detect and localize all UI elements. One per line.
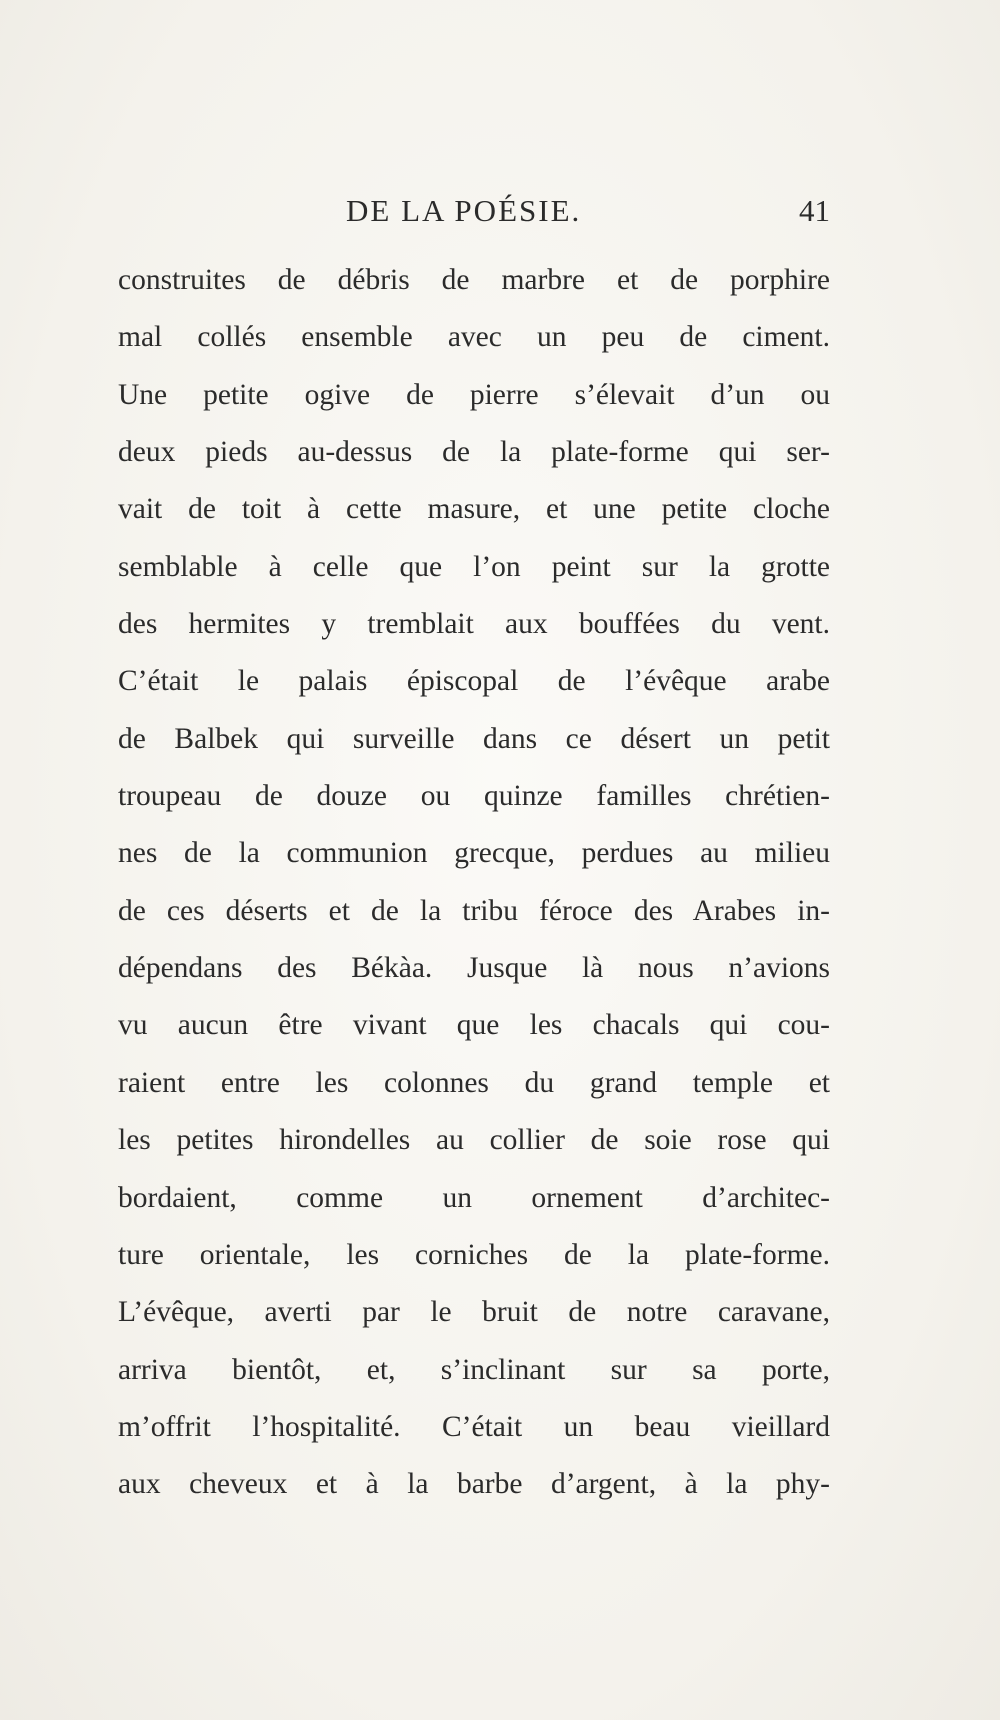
text-line: vait de toit à cette masure, et une petite cloche	[118, 493, 830, 526]
text-line: Une petite ogive de pierre s’élevait d’un ou	[118, 378, 830, 411]
text-line: semblable à celle que l’on peint sur la grotte	[118, 550, 830, 583]
text-line: vu aucun être vivant que les chacals qui cou-	[118, 1009, 830, 1042]
text-line: troupeau de douze ou quinze familles chrétien-	[118, 780, 830, 813]
text-line: bordaient, comme un ornement d’architec-	[118, 1181, 830, 1214]
text-line: mal collés ensemble avec un peu de ciment.	[118, 321, 830, 354]
text-line: les petites hirondelles au collier de soie rose qui	[118, 1124, 830, 1157]
text-line: nes de la communion grecque, perdues au milieu	[118, 837, 830, 870]
text-line: de Balbek qui surveille dans ce désert un petit	[118, 722, 830, 755]
text-line: dépendans des Békàa. Jusque là nous n’avions	[118, 952, 830, 985]
text-line: de ces déserts et de la tribu féroce des Arabes in-	[118, 894, 830, 927]
running-title: DE LA POÉSIE.	[346, 193, 582, 228]
text-line: deux pieds au-dessus de la plate-forme qui ser-	[118, 436, 830, 469]
text-line: ture orientale, les corniches de la plate-forme.	[118, 1238, 830, 1271]
text-line: raient entre les colonnes du grand temple et	[118, 1066, 830, 1099]
running-head	[118, 188, 830, 234]
text-line: construites de débris de marbre et de porphire	[118, 264, 830, 296]
text-line: aux cheveux et à la barbe d’argent, à la phy-	[118, 1468, 830, 1501]
text-line: m’offrit l’hospitalité. C’était un beau vieillard	[118, 1410, 830, 1443]
text-line: L’évêque, averti par le bruit de notre caravane,	[118, 1296, 830, 1329]
body-text	[118, 252, 830, 1514]
page-number: 41	[799, 193, 830, 228]
text-line: des hermites y tremblait aux bouffées du vent.	[118, 608, 830, 641]
text-line: C’était le palais épiscopal de l’évêque arabe	[118, 665, 830, 698]
text-line: arriva bientôt, et, s’inclinant sur sa porte,	[118, 1353, 830, 1386]
